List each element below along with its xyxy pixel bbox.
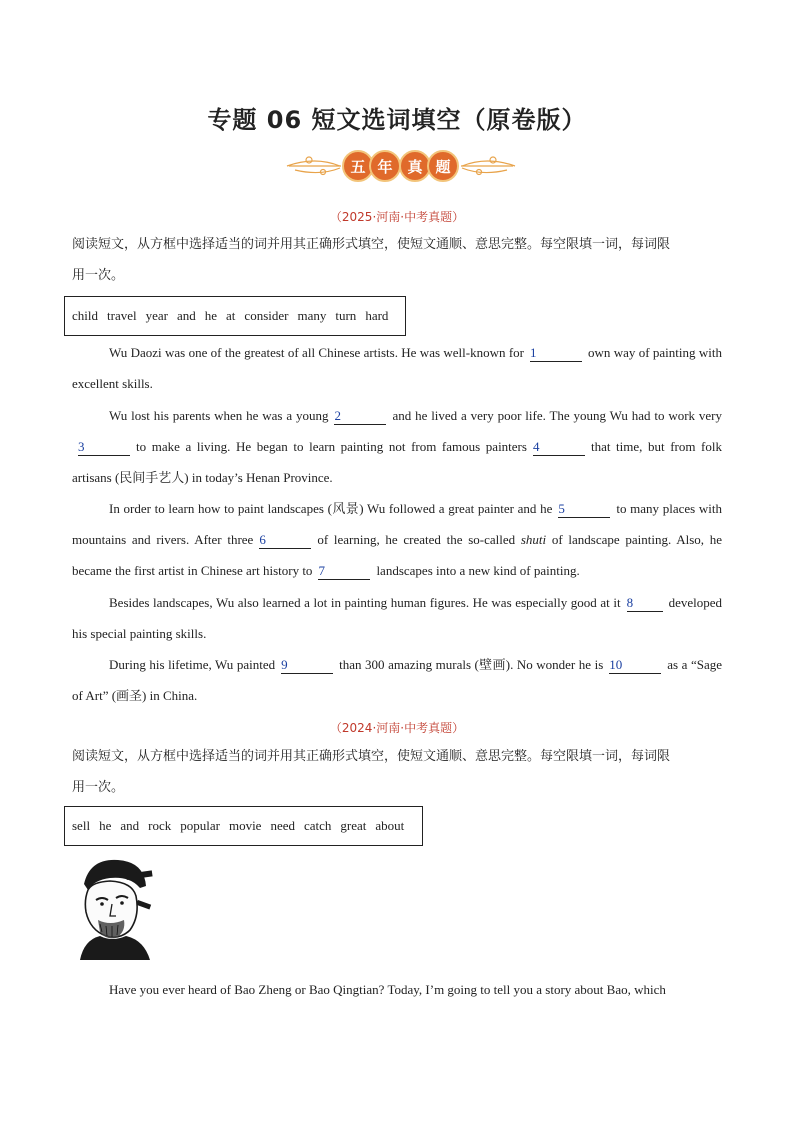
section1-paragraph-4 — [72, 587, 722, 649]
text: to make a living. He began to learn painting not from famous painters — [136, 439, 527, 454]
paren-close: ） — [452, 210, 465, 224]
source-label: 2024·河南·中考真题 — [341, 721, 453, 735]
text: Wu Daozi was one of the greatest of all Chinese artists. He was well-known for — [109, 345, 524, 360]
banner-five-year-exam — [285, 148, 517, 184]
banner-char: 真 — [407, 158, 423, 176]
word-option: many — [297, 308, 327, 323]
text: of learning, he created the so-called — [317, 532, 516, 547]
instruction-line: 用一次。 — [72, 780, 125, 795]
section2-paragraph-1 — [72, 974, 722, 1005]
text: Wu lost his parents when he was a young — [109, 408, 329, 423]
banner-char: 五 — [350, 158, 366, 176]
word-option: catch — [304, 818, 332, 833]
answer-blank-1[interactable]: 1 — [530, 345, 582, 362]
section1-word-box — [64, 296, 406, 336]
word-option: popular — [180, 818, 220, 833]
section2-instructions — [72, 741, 722, 803]
page-title: 专题 06 短文选词填空（原卷版） — [207, 106, 587, 134]
word-option: movie — [228, 818, 262, 833]
source-label: 2025·河南·中考真题 — [341, 210, 453, 224]
word-option: rock — [148, 818, 172, 833]
text: than 300 amazing murals (壁画). No wonder he is — [339, 657, 604, 672]
word-option: consider — [244, 308, 289, 323]
text: Have you ever heard of Bao Zheng or Bao Qingtian? Today, I’m going to tell you a story about Bao, which — [109, 982, 666, 997]
word-option: child — [72, 308, 98, 323]
section1-paragraph-2 — [72, 400, 722, 493]
section1-paragraph-1 — [72, 337, 722, 399]
word-option: and — [176, 308, 196, 323]
text: own way of painting with excellent skills. — [72, 345, 722, 391]
word-option: travel — [107, 308, 137, 323]
banner-right-ornament-icon — [461, 157, 515, 175]
word-option: need — [270, 818, 295, 833]
paren-open: （ — [329, 721, 342, 735]
text: Besides landscapes, Wu also learned a lot in painting human figures. He was especially good at it — [109, 595, 621, 610]
text: landscapes into a new kind of painting. — [376, 563, 580, 578]
word-option: he — [204, 308, 218, 323]
text: to many places with mountains and rivers. After three — [72, 501, 722, 547]
text: as a “Sage of Art” (画圣) in China. — [72, 657, 722, 703]
word-option: and — [120, 818, 140, 833]
italic-term: shuti — [520, 532, 547, 547]
section1-instructions — [72, 229, 722, 291]
answer-blank-5[interactable]: 5 — [558, 501, 610, 518]
banner-char: 年 — [377, 158, 393, 176]
answer-blank-9[interactable]: 9 — [281, 657, 333, 674]
section1-source — [0, 208, 794, 225]
banner-left-ornament-icon — [287, 157, 341, 175]
text: that time, but from folk artisans (民间手艺人) in today’s Henan Province. — [72, 439, 722, 485]
word-option: hard — [365, 308, 389, 323]
word-option: year — [145, 308, 168, 323]
word-option: sell — [72, 818, 91, 833]
answer-blank-2[interactable]: 2 — [334, 408, 386, 425]
text: and he lived a very poor life. The young Wu had to work very — [392, 408, 722, 423]
word-option: turn — [335, 308, 357, 323]
text: developed his special painting skills. — [72, 595, 722, 641]
answer-blank-6[interactable]: 6 — [259, 532, 311, 549]
bao-zheng-portrait-icon — [70, 856, 154, 960]
answer-blank-10[interactable]: 10 — [609, 657, 661, 674]
text: In order to learn how to paint landscapes (风景) Wu followed a great painter and he — [109, 501, 553, 516]
section1-paragraph-3 — [72, 493, 722, 586]
paren-open: （ — [329, 210, 342, 224]
word-option: about — [375, 818, 405, 833]
answer-blank-4[interactable]: 4 — [533, 439, 585, 456]
word-option: he — [99, 818, 112, 833]
instruction-line: 阅读短文，从方框中选择适当的词并用其正确形式填空，使短文通顺、意思完整。每空限填一词，每词限 — [72, 749, 671, 764]
answer-blank-8[interactable]: 8 — [627, 595, 663, 612]
answer-blank-3[interactable]: 3 — [78, 439, 130, 456]
text: During his lifetime, Wu painted — [109, 657, 276, 672]
instruction-line: 阅读短文，从方框中选择适当的词并用其正确形式填空，使短文通顺、意思完整。每空限填一词，每词限 — [72, 237, 671, 252]
answer-blank-7[interactable]: 7 — [318, 563, 370, 580]
text: of landscape painting. Also, he became the first artist in Chinese art history to — [72, 532, 722, 578]
section2-source — [0, 719, 794, 736]
section2-word-box — [64, 806, 423, 846]
word-option: at — [226, 308, 236, 323]
banner-char: 题 — [435, 158, 451, 176]
instruction-line: 用一次。 — [72, 268, 125, 283]
paren-close: ） — [452, 721, 465, 735]
section1-paragraph-5 — [72, 649, 722, 711]
banner-circles — [343, 151, 458, 181]
word-option: great — [340, 818, 367, 833]
